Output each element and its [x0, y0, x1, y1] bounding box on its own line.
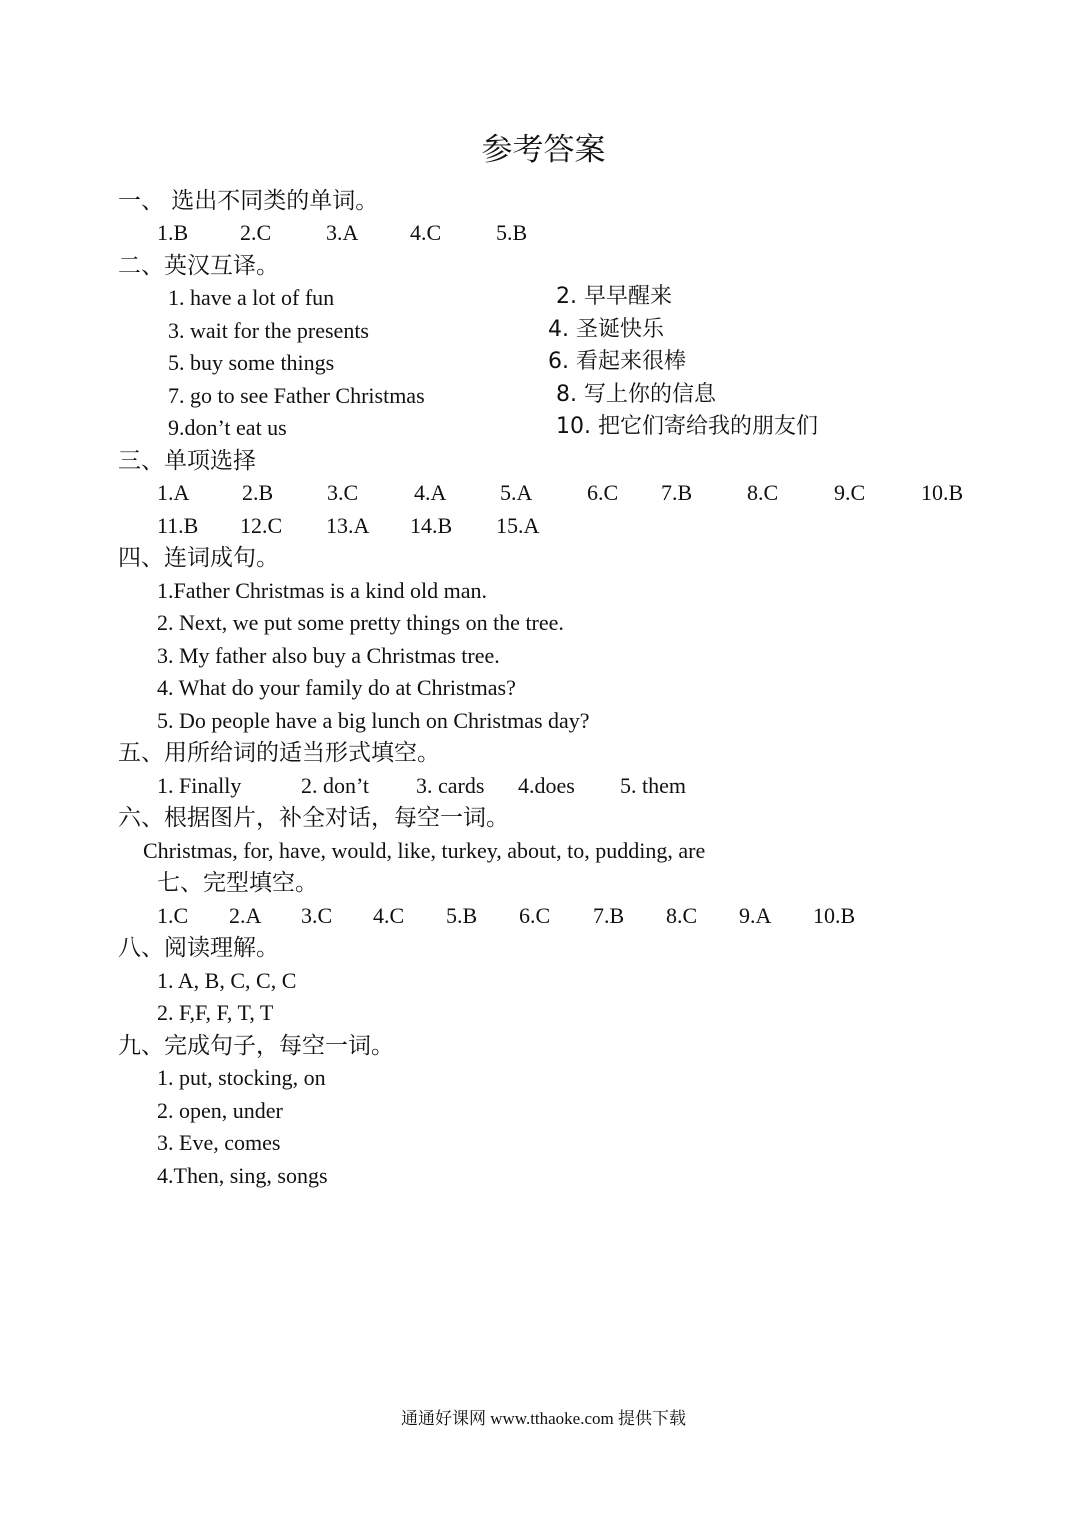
answer: 2.B [242, 480, 274, 505]
answer: 5.A [500, 480, 533, 505]
section-1-heading: 一、 选出不同类的单词。 [118, 188, 379, 214]
answer: 13.A [326, 513, 370, 538]
answer: 9.C [834, 480, 866, 505]
answer-line: 1. A, B, C, C, C [157, 968, 297, 993]
answer: 5. them [620, 773, 686, 798]
answer: 3.A [326, 220, 359, 245]
translation-cn: 10. 把它们寄给我的朋友们 [556, 414, 818, 439]
sentence: 3. My father also buy a Christmas tree. [157, 643, 500, 668]
answer: 4.C [410, 220, 442, 245]
sentence: 4. What do your family do at Christmas? [157, 675, 516, 700]
section-5-heading: 五、用所给词的适当形式填空。 [118, 740, 440, 766]
translation-cn: 2. 早早醒来 [556, 284, 672, 309]
translation-en: 5. buy some things [168, 350, 335, 375]
answer: 9.A [739, 903, 772, 928]
answer: 4.C [373, 903, 405, 928]
answer: 2.C [240, 220, 272, 245]
answer: 3.C [301, 903, 333, 928]
answer: 1.B [157, 220, 189, 245]
answer: 10.B [813, 903, 856, 928]
section-8-heading: 八、阅读理解。 [118, 935, 279, 961]
answer: 6.C [519, 903, 551, 928]
answer: 10.B [921, 480, 964, 505]
section-3-heading: 三、单项选择 [118, 448, 256, 474]
answer: 3.C [327, 480, 359, 505]
section-2-heading: 二、英汉互译。 [118, 253, 279, 279]
answer-line: 4.Then, sing, songs [157, 1163, 328, 1188]
translation-cn: 4. 圣诞快乐 [548, 317, 664, 342]
translation-en: 7. go to see Father Christmas [168, 383, 425, 408]
word-list: Christmas, for, have, would, like, turkey, about, to, pudding, are [143, 838, 706, 863]
section-6-heading: 六、根据图片，补全对话，每空一词。 [118, 805, 509, 831]
answer-line: 1. put, stocking, on [157, 1065, 326, 1090]
answer-line: 3. Eve, comes [157, 1130, 281, 1155]
answer: 8.C [747, 480, 779, 505]
translation-cn: 6. 看起来很棒 [548, 349, 686, 374]
answer: 7.B [593, 903, 625, 928]
answer: 1.A [157, 480, 190, 505]
answer: 8.C [666, 903, 698, 928]
section-7-heading: 七、完型填空。 [157, 870, 318, 896]
sentence: 1.Father Christmas is a kind old man. [157, 578, 487, 603]
translation-en: 3. wait for the presents [168, 318, 369, 343]
translation-en: 1. have a lot of fun [168, 285, 335, 310]
translation-en: 9.don’t eat us [168, 415, 287, 440]
answer: 3. cards [416, 773, 485, 798]
answer: 6.C [587, 480, 619, 505]
answer: 14.B [410, 513, 453, 538]
answer: 15.A [496, 513, 540, 538]
page-title: 参考答案 [481, 132, 606, 168]
answer: 2. don’t [301, 773, 370, 798]
section-9-heading: 九、完成句子，每空一词。 [118, 1033, 394, 1059]
answer: 7.B [661, 480, 693, 505]
answer: 1.C [157, 903, 189, 928]
answer: 5.B [496, 220, 528, 245]
answer: 11.B [157, 513, 199, 538]
section-4-heading: 四、连词成句。 [118, 545, 279, 571]
answer: 5.B [446, 903, 478, 928]
answer: 2.A [229, 903, 262, 928]
sentence: 2. Next, we put some pretty things on the tree. [157, 610, 564, 635]
answer-line: 2. open, under [157, 1098, 283, 1123]
answer: 4.does [518, 773, 575, 798]
answer-line: 2. F,F, F, T, T [157, 1000, 274, 1025]
answer: 4.A [414, 480, 447, 505]
page-footer: 通通好课网 www.tthaoke.com 提供下载 [400, 1409, 687, 1428]
sentence: 5. Do people have a big lunch on Christmas day? [157, 708, 590, 733]
translation-cn: 8. 写上你的信息 [556, 382, 716, 407]
answer: 1. Finally [157, 773, 242, 798]
answer: 12.C [240, 513, 283, 538]
